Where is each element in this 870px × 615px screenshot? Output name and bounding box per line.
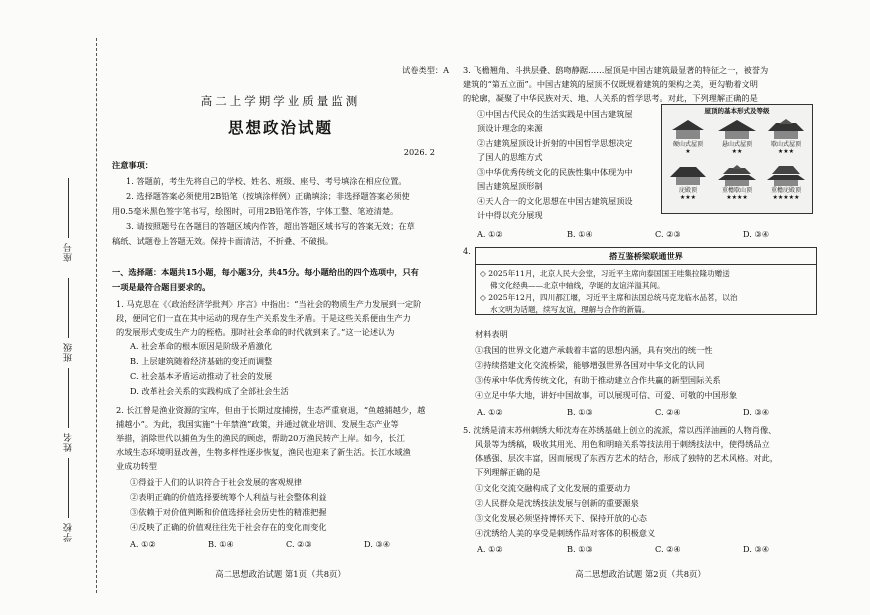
q5-stem: 体感强、层次丰富，因而展现了东西方艺术的结合，形成了独特的艺术风格。对此， xyxy=(475,453,778,463)
roof-stars: ★★ xyxy=(731,148,743,155)
roof-figure xyxy=(661,104,813,214)
notes-heading: 注意事项： xyxy=(112,160,153,170)
hip-roof-icon xyxy=(668,163,708,187)
q4-material-box xyxy=(475,247,817,315)
q4-choice-d[interactable]: D. ③④ xyxy=(743,407,770,417)
q4-material-lead: 材料表明 xyxy=(475,329,508,339)
q4-item: ②持续搭建文化交流桥梁，能够增强世界各国对中华文化的认同 xyxy=(475,360,705,370)
q1-option-a[interactable]: A. 社会革命的根本原因是阶级矛盾激化 xyxy=(130,341,273,351)
overhanging-gable-roof-icon xyxy=(717,117,757,141)
footer-page-1: 高二思想政治试题 第1页（共8页） xyxy=(215,569,346,579)
q5-item: ③文化发展必须坚持博怀天下、保持开放的心态 xyxy=(475,513,647,523)
gable-hip-roof-icon xyxy=(766,117,806,141)
q5-choice-a[interactable]: A. ①② xyxy=(477,544,503,554)
q4-box-line: ◇ 2025年11月，北京人民大会堂，习近平主席向泰国国王哇集拉隆功赠送 xyxy=(480,269,730,278)
q2-item: ②表明正确的价值选择要统筹个人利益与社会整体利益 xyxy=(130,492,327,502)
q2-item: ③依赖于对价值判断和价值选择社会历史性的精准把握 xyxy=(130,507,327,517)
roof-stars: ★★★★★ xyxy=(772,194,800,201)
roof-cell xyxy=(664,117,712,155)
q1-option-c[interactable]: C. 社会基本矛盾运动推动了社会的发展 xyxy=(130,371,273,381)
q1-option-d[interactable]: D. 改革社会关系的实践构成了全部社会生活 xyxy=(130,386,289,396)
roof-name: 硬山式屋顶 xyxy=(672,141,703,148)
q5-choice-b[interactable]: B. ①③ xyxy=(567,544,593,554)
footer-page-2: 高二思想政治试题 第2页（共8页） xyxy=(575,569,706,579)
q3-choice-a[interactable]: A. ①② xyxy=(477,229,503,239)
school-field xyxy=(62,458,75,542)
q1-stem: 1. 马克思在《〈政治经济学批判〉序言》中指出：“当社会的物质生产力发展到一定阶 xyxy=(116,299,422,309)
subject-title: 思想政治试题 xyxy=(227,119,333,137)
q2-stem: 捕越小”。为此，我国实施“十年禁渔”政策，并通过就业培训、发展生态产业等 xyxy=(116,419,399,429)
q3-item: ①中国古代民众的生活实践是中国古建筑屋 xyxy=(477,109,633,119)
section-heading: 一、选择题：本题共15小题，每小题3分，共45分。每小题给出的四个选项中，只有 xyxy=(112,267,419,277)
q2-stem: 举措，消除世代以捕鱼为生的渔民的顾虑，帮助20万渔民转产上岸。如今，长江 xyxy=(116,433,405,443)
q2-stem: 2. 长江曾是渔业资源的宝库，但由于长期过度捕捞，生态严重衰退，“鱼越捕越少，越 xyxy=(116,405,426,415)
q2-stem: 业成功转型 xyxy=(116,461,157,471)
q4-item: ④立足中华大地，讲好中国故事，可以展现可信、可爱、可敬的中国形象 xyxy=(475,390,738,400)
roof-name: 重檐歇山顶 xyxy=(721,187,752,194)
double-eave-gable-hip-roof-icon xyxy=(717,163,757,187)
q5-stem: 风景等为绣稿，吸收其用光、用色和明暗关系等技法用于刺绣技法中，使得绣品立 xyxy=(475,439,770,449)
q3-item: 计中得以充分展现 xyxy=(477,210,543,220)
q4-box-title: 搭互鉴桥梁联通世界 xyxy=(609,251,683,261)
note-line: 2. 选择题答案必须使用2B铅笔（按填涂样例）正确填涂；非选择题答案必须使 xyxy=(126,191,410,201)
q5-stem: 5. 沈绣是清末苏州刺绣大师沈寿在苏绣基础上创立的流派，常以西洋油画的人物肖像、 xyxy=(463,425,777,435)
note-line: 1. 答题前，考生先将自己的学校、姓名、班级、座号、考号填涂在相应位置。 xyxy=(126,176,407,186)
q5-item: ②人民群众是沈绣技法发展与创新的重要源泉 xyxy=(475,498,639,508)
q2-choice-a[interactable]: A. ①② xyxy=(130,539,156,549)
q2-choice-d[interactable]: D. ③④ xyxy=(364,539,391,549)
q5-item: ④沈绣给人美的享受是刺绣作品对客体的积极意义 xyxy=(475,528,656,538)
roof-cell xyxy=(762,163,810,201)
q2-item: ④反映了正确的价值观往往先于社会存在的变化而变化 xyxy=(130,522,327,532)
q3-item: ②古建筑屋顶设计折射的中国哲学思想决定 xyxy=(477,138,633,148)
roof-stars: ★★★ xyxy=(679,194,697,201)
double-eave-hip-roof-icon xyxy=(766,163,806,187)
q3-stem: 3. 飞檐翘角、斗拱层叠、鸱吻静踞……屋顶是中国古建筑最显著的特征之一，被誉为 xyxy=(463,65,769,75)
q5-choice-c[interactable]: C. ②④ xyxy=(655,544,681,554)
paper-type: 试卷类型：A xyxy=(402,65,449,75)
roof-cell xyxy=(762,117,810,155)
q3-item: 了国人的思维方式 xyxy=(477,152,543,162)
q3-item: ④天人合一的文化思想在中国古建筑屋顶设 xyxy=(477,196,633,206)
roof-stars: ★ xyxy=(685,148,691,155)
q4-box-line: ◇ 2025年12月，四川都江堰，习近平主席和法国总统马克龙临水品茗，以治 xyxy=(480,293,738,302)
left-column xyxy=(112,0,449,615)
binding-strip xyxy=(0,0,100,615)
q1-stem: 的发展形式变成生产力的桎梏。那时社会革命的时代就到来了。”这一论述认为 xyxy=(116,327,395,337)
name-field xyxy=(62,368,75,452)
q5-choice-d[interactable]: D. ③④ xyxy=(743,544,770,554)
exam-title: 高二上学期学业质量监测 xyxy=(200,94,361,108)
q4-box-line: 水文明为话题，续写友谊，理解与合作的新篇。 xyxy=(490,305,650,314)
roof-name: 歇山式屋顶 xyxy=(770,141,801,148)
q2-item: ①得益于人们的认识符合于社会发展的客观规律 xyxy=(130,477,302,487)
q4-item: ③传承中华优秀传统文化，有助于推动建立合作共赢的新型国际关系 xyxy=(475,375,721,385)
q4-item: ①我国的世界文化遗产承载着丰富的思想内涵，具有突出的统一性 xyxy=(475,345,713,355)
q3-item: 国古建筑屋顶形制 xyxy=(477,181,543,191)
q4-choice-b[interactable]: B. ①③ xyxy=(567,407,593,417)
q1-stem: 段，便同它们一直在其中运动的现存生产关系发生矛盾。于是这些关系便由生产力 xyxy=(116,313,411,323)
q2-choice-b[interactable]: B. ①④ xyxy=(208,539,234,549)
roof-name: 重檐庑殿顶 xyxy=(770,187,801,194)
school-label: 学校 xyxy=(64,522,74,542)
section-heading-cont: 一项是最符合题目要求的。 xyxy=(112,282,211,292)
q4-box-line: 佛文化经典——北京中轴线，孕诞的友谊洋溢其间。 xyxy=(490,281,665,290)
seat-label: 座号 xyxy=(64,242,74,262)
roof-name: 悬山式屋顶 xyxy=(721,141,752,148)
q5-item: ①文化交流交融构成了文化发展的重要动力 xyxy=(475,483,631,493)
roof-cell xyxy=(713,163,761,201)
roof-stars: ★★★ xyxy=(777,148,795,155)
q2-choice-c[interactable]: C. ②③ xyxy=(286,539,312,549)
name-label: 姓名 xyxy=(64,432,74,452)
hard-gable-roof-icon xyxy=(668,117,708,141)
q4-choice-c[interactable]: C. ②④ xyxy=(655,407,681,417)
q4-number: 4. xyxy=(463,246,471,256)
q3-choice-c[interactable]: C. ②③ xyxy=(655,229,681,239)
roof-figure-title: 屋顶的基本形式及等级 xyxy=(704,107,770,115)
binding-dashed-line xyxy=(96,38,97,593)
q3-choice-b[interactable]: B. ①④ xyxy=(567,229,593,239)
q4-choice-a[interactable]: A. ①② xyxy=(477,407,503,417)
roof-cell xyxy=(713,117,761,155)
roof-cell xyxy=(664,163,712,201)
q3-choice-d[interactable]: D. ③④ xyxy=(743,229,770,239)
q3-stem: 的轮廓，凝聚了中华民族对天、地、人关系的哲学思考。对此，下列理解正确的是 xyxy=(463,93,758,103)
q5-stem: 下列理解正确的是 xyxy=(475,467,541,477)
exam-date: 2026. 2 xyxy=(403,147,435,157)
q1-option-b[interactable]: B. 上层建筑随着经济基础的变迁而调整 xyxy=(130,356,273,366)
roof-name: 庑殿顶 xyxy=(678,187,697,194)
q3-item: ③中华优秀传统文化的民族性集中体现为中 xyxy=(477,167,633,177)
roof-stars: ★★★★ xyxy=(726,194,748,201)
q3-stem: 建筑的“第五立面”。中国古建筑的屋顶不仅既规着建筑的架构之美，更勾勒着文明 xyxy=(463,79,758,89)
seat-field xyxy=(62,178,75,262)
right-column xyxy=(463,0,818,615)
note-line: 稿纸、试题卷上答题无效。保持卡面清洁，不折叠、不破损。 xyxy=(112,236,334,246)
class-label: 班级 xyxy=(64,342,74,362)
class-field xyxy=(62,278,75,362)
q3-item: 顶设计理念的来源 xyxy=(477,123,543,133)
q2-stem: 水域生态环境明显改善，生物多样性逐步恢复，渔民也迎来了新生活。长江水域渔 xyxy=(116,447,411,457)
note-line: 用0.5毫米黑色签字笔书写，绘图时，可用2B铅笔作答，字体工整、笔迹清楚。 xyxy=(112,206,399,216)
note-line: 3. 请按照题号在各题目的答题区域内作答，超出答题区域书写的答案无效；在草 xyxy=(126,221,415,231)
